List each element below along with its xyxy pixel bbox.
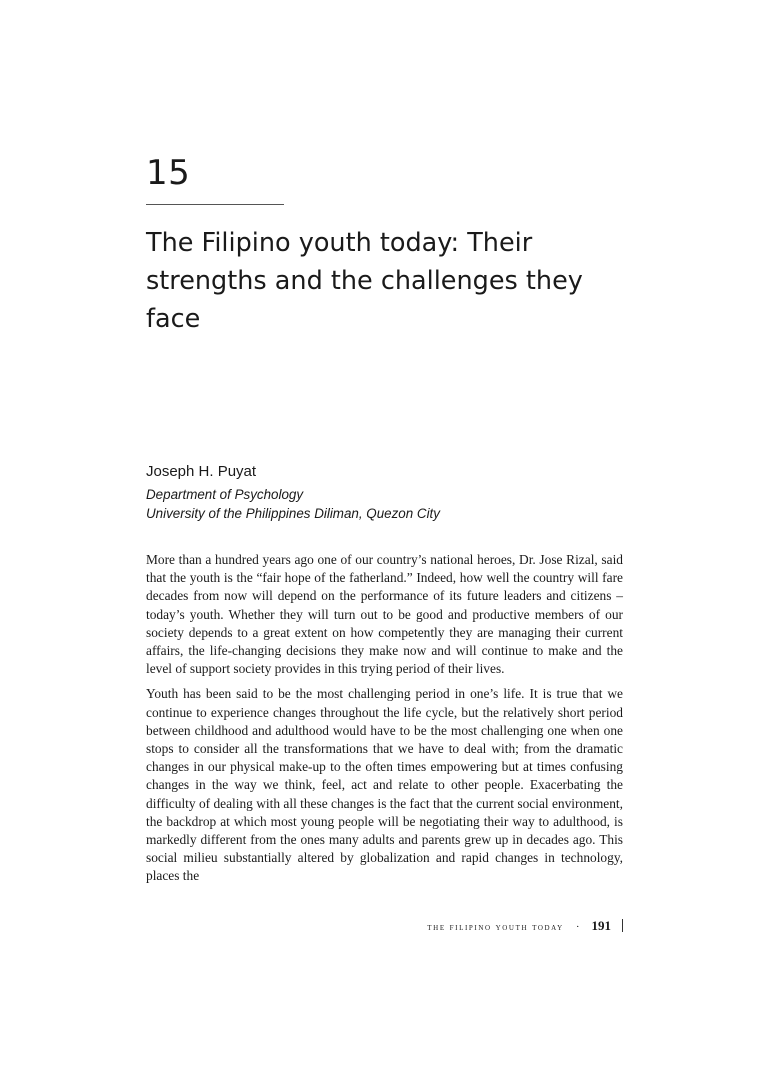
body-paragraph-1: More than a hundred years ago one of our country’s national heroes, Dr. Jose Rizal, said that the youth is the “fair hope of the fatherland.” Indeed, how well the country will fare decades from now will depend on the performance of its future leaders and citizens – today’s youth. Whether they will turn out to be good and productive members of our society depends to a great extent on how competently they are managing their current affairs, the life-changing decisions they make now and will continue to make and the level of support society provides in this trying period of their lives. [146,552,623,677]
page-number: 191 [591,918,611,933]
body-text [146,551,623,893]
page-footer [146,917,623,935]
running-head: the filipino youth today [427,923,564,933]
footer-separator: · [575,921,580,933]
author-name: Joseph H. Puyat [146,463,257,480]
footer-bar [622,919,623,932]
chapter-number: 15 [146,153,191,193]
author-department: Department of Psychology [146,487,304,502]
body-paragraph-2: Youth has been said to be the most challenging period in one’s life. It is true that we continue to experience changes throughout the life cycle, but the relatively short period between childhood and adulthood would have to be the most challenging one when one stops to consider all the transformations that we have to deal with; from the dramatic changes in our physical make-up to the often times empowering but at times confusing changes in the way we think, feel, act and relate to other people. Exacerbating the difficulty of dealing with all these changes is the fact that the current social environment, the backdrop at which most young people will be negotiating their way to adulthood, is markedly different from the ones many adults and parents grew up in decades ago. This social milieu substantially altered by globalization and rapid changes in technology, places the [146,686,623,884]
chapter-divider [146,204,284,205]
chapter-title: The Filipino youth today: Their strengths and the challenges they face [146,228,583,334]
author-university: University of the Philippines Diliman, Quezon City [146,506,440,521]
